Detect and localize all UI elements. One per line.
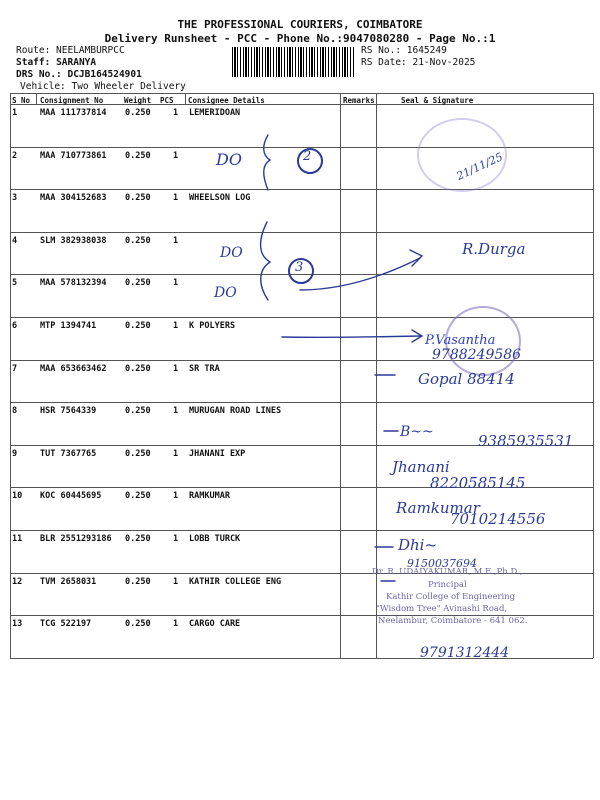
row-consignment-no: HSR 7564339 — [40, 406, 97, 417]
row-weight: 0.250 — [125, 534, 151, 544]
row-consignment-no: SLM 382938038 — [40, 235, 107, 246]
hw-phone-row11: 9150037694 — [407, 557, 477, 570]
row-pcs: 1 — [173, 534, 179, 544]
hw-ramkumar: Ramkumar — [396, 499, 480, 517]
hw-do-row2: DO — [216, 150, 242, 169]
hw-phone-row10: 7010214556 — [450, 510, 546, 528]
row-consignment-no: TCG 522197 — [40, 619, 92, 630]
row-consignment-no: TVM 2658031 — [40, 576, 97, 587]
row-weight: 0.250 — [125, 491, 151, 502]
row-sno: 9 — [12, 448, 18, 459]
drs-number: DRS No.: DCJB164524901 — [16, 69, 142, 80]
hw-date-signature: 21/11/25 — [454, 150, 505, 183]
row-sno: 10 — [12, 491, 23, 502]
row-pcs: 1 — [173, 363, 179, 374]
hw-do-row4: DO — [220, 245, 243, 261]
stamp-line-college: Kathir College of Engineering — [386, 592, 516, 602]
hw-p-name: P.Vasantha — [425, 333, 496, 348]
row-pcs: 1 — [173, 108, 179, 118]
row-pcs: 1 — [173, 491, 179, 502]
rs-date: RS Date: 21-Nov-2025 — [361, 57, 476, 68]
row-sno: 6 — [12, 321, 18, 331]
row-consignment-no: BLR 2551293186 — [40, 534, 112, 544]
row-consignment-no: MAA 653663462 — [40, 363, 107, 374]
hw-signature-row7: Gopal 88414 — [418, 370, 515, 388]
row-weight: 0.250 — [125, 406, 151, 417]
row-weight: 0.250 — [125, 235, 151, 246]
col-weight: Weight — [124, 96, 152, 105]
row-pcs: 1 — [173, 448, 179, 459]
row-pcs: 1 — [173, 576, 179, 587]
row-consignment-no: MAA 710773861 — [40, 150, 107, 161]
row-pcs: 1 — [173, 193, 179, 204]
row-weight: 0.250 — [125, 363, 151, 374]
row-weight: 0.250 — [125, 278, 151, 289]
hw-phone-row6: 9788249586 — [432, 347, 522, 363]
arrow-row5 — [300, 258, 420, 290]
row-consignment-no: MAA 111737814 — [40, 108, 107, 118]
arrowhead-row5 — [410, 250, 422, 266]
col-remarks: Remarks — [343, 96, 375, 105]
row-pcs: 1 — [173, 619, 179, 630]
col-pcs: PCS — [160, 96, 174, 105]
row-consignee: CARGO CARE — [189, 619, 241, 630]
row-pcs: 1 — [173, 278, 179, 289]
hw-phone-row13: 9791312444 — [420, 645, 510, 661]
arrow-row6 — [282, 336, 420, 337]
row-consignee: KATHIR COLLEGE ENG — [189, 576, 282, 587]
hw-do-row5: DO — [214, 285, 237, 301]
row-sno: 1 — [12, 108, 18, 118]
row-consignee: MURUGAN ROAD LINES — [189, 406, 282, 417]
runsheet-subtitle: Delivery Runsheet - PCC - Phone No.:9047080280 - Page No.:1 — [104, 32, 496, 45]
row-sno: 4 — [12, 235, 18, 246]
row-consignee: K POLYERS — [189, 321, 236, 331]
rs-number: RS No.: 1645249 — [361, 45, 447, 56]
row-sno: 11 — [12, 534, 23, 544]
col-consignee: Consignee Details — [188, 96, 265, 105]
row-consignment-no: MAA 304152683 — [40, 193, 107, 204]
stamp-line-principal-name: Dr. R. UDAIYAKUMAR, M.E.,Ph.D., — [372, 567, 523, 577]
row-consignee: WHEELSON LOG — [189, 193, 251, 204]
hw-circle-2-number: 2 — [303, 149, 312, 164]
col-consignment: Consignment No — [40, 96, 104, 105]
row-pcs: 1 — [173, 235, 179, 246]
row-sno: 5 — [12, 278, 18, 289]
staff-label: Staff: — [16, 57, 51, 68]
row-sno: 7 — [12, 363, 18, 374]
row-weight: 0.250 — [125, 150, 151, 161]
row-sno: 3 — [12, 193, 18, 204]
brace-row2 — [264, 135, 270, 190]
row-pcs: 1 — [173, 321, 179, 331]
row-consignee: JHANANI EXP — [189, 448, 246, 459]
row-weight: 0.250 — [125, 321, 151, 331]
row-weight: 0.250 — [125, 619, 151, 630]
row-pcs: 1 — [173, 406, 179, 417]
hw-phone-row8: 9385935531 — [478, 432, 574, 450]
row-consignment-no: MTP 1394741 — [40, 321, 97, 331]
hw-signature-row11: Dhi~ — [398, 536, 438, 554]
stamp-line-address: "Wisdom Tree" Avinashi Road, — [376, 604, 508, 614]
row-sno: 12 — [12, 576, 23, 587]
row-sno: 2 — [12, 150, 18, 161]
row-consignment-no: MAA 578132394 — [40, 278, 107, 289]
hw-circle-3-number: 3 — [295, 260, 304, 275]
route-label: Route: NEELAMBURPCC — [16, 45, 125, 56]
row-weight: 0.250 — [125, 108, 151, 118]
row-consignee: LEMERIDOAN — [189, 108, 241, 118]
row-consignee: RAMKUMAR — [189, 491, 230, 502]
row-sno: 13 — [12, 619, 23, 630]
stamp-line-city: Neelambur, Coimbatore - 641 062. — [378, 616, 528, 626]
hw-phone-row9: 8220585145 — [430, 474, 526, 492]
row-consignee: LOBB TURCK — [189, 534, 241, 544]
row-weight: 0.250 — [125, 576, 151, 587]
brace-row4 — [261, 222, 270, 300]
company-title: THE PROFESSIONAL COURIERS, COIMBATORE — [177, 18, 423, 31]
row-weight: 0.250 — [125, 193, 151, 204]
col-sno: S No — [12, 96, 31, 105]
hw-r-durga: R.Durga — [462, 240, 526, 258]
hw-jhanani: Jhanani — [392, 458, 450, 476]
row-sno: 8 — [12, 406, 18, 417]
row-consignment-no: KOC 60445695 — [40, 491, 102, 502]
row-pcs: 1 — [173, 150, 179, 161]
row-consignee: SR TRA — [189, 363, 220, 374]
row-weight: 0.250 — [125, 448, 151, 459]
col-seal-signature: Seal & Signature — [401, 96, 474, 105]
stamp-line-principal: Principal — [428, 580, 467, 590]
vehicle-label: Vehicle: Two Wheeler Delivery — [20, 81, 186, 92]
staff-name: SARANYA — [56, 57, 97, 68]
hw-signature-row8: B~~ — [400, 424, 434, 440]
row-consignment-no: TUT 7367765 — [40, 448, 97, 459]
